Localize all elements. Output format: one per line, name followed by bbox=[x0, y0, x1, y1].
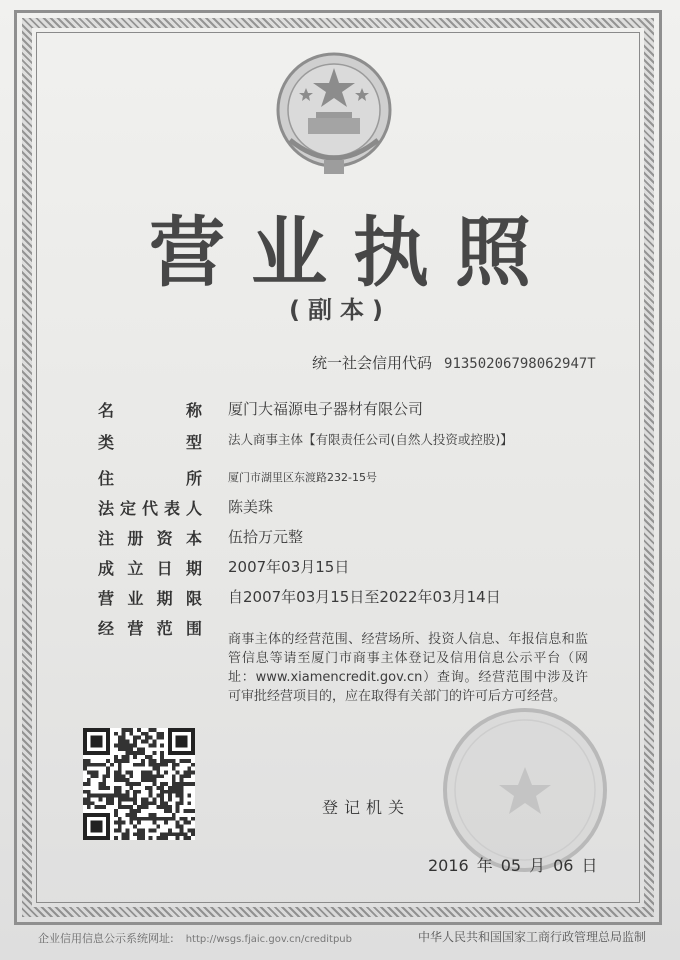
credit-code-value: 91350206798062947T bbox=[444, 356, 596, 372]
issue-month: 05 bbox=[500, 856, 522, 875]
footer-url: http://wsgs.fjaic.gov.cn/creditpub bbox=[185, 934, 352, 945]
document-title: 营业执照 bbox=[149, 208, 557, 297]
qr-code bbox=[83, 728, 195, 840]
footer-label: 企业信用信息公示系统网址: bbox=[38, 932, 174, 945]
issue-date bbox=[424, 853, 601, 876]
field-name bbox=[98, 398, 424, 421]
field-value: 厦门市湖里区东渡路232-15号 bbox=[228, 471, 377, 484]
field-label: 名 称 bbox=[98, 401, 202, 420]
field-value: 法人商事主体【有限责任公司(自然人投资或控股)】 bbox=[228, 432, 513, 447]
official-seal bbox=[440, 705, 610, 875]
footer-system-note bbox=[38, 930, 352, 946]
issue-year: 2016 bbox=[428, 856, 469, 875]
field-legal-rep bbox=[98, 496, 274, 519]
field-label: 经 营 范 围 bbox=[98, 619, 202, 638]
field-term bbox=[98, 586, 501, 609]
business-scope-text: 商事主体的经营范围、经营场所、投资人信息、年报信息和监管信息等请至厦门市商事主体登记及信用信息公示平台（网址：www.xiamencredit.gov.cn）查询。经营范围中涉及许可审批经营项目的，应在取得有关部门的许可后方可经营。 bbox=[228, 632, 588, 704]
field-label: 营 业 期 限 bbox=[98, 589, 202, 608]
credit-code bbox=[312, 352, 596, 373]
issue-day: 06 bbox=[553, 856, 574, 875]
field-label: 类 型 bbox=[98, 433, 202, 452]
month-unit: 月 bbox=[529, 856, 546, 875]
field-scope bbox=[98, 616, 202, 639]
field-address bbox=[98, 466, 377, 489]
field-value: 2007年03月15日 bbox=[228, 558, 350, 576]
day-unit: 日 bbox=[581, 856, 598, 875]
field-value: 自2007年03月15日至2022年03月14日 bbox=[228, 588, 501, 606]
field-established bbox=[98, 556, 350, 579]
field-value: 伍拾万元整 bbox=[228, 528, 304, 546]
field-type bbox=[98, 430, 513, 453]
field-label: 住 所 bbox=[98, 469, 202, 488]
credit-code-label: 统一社会信用代码 bbox=[312, 354, 433, 372]
footer-issuer: 中华人民共和国国家工商行政管理总局监制 bbox=[418, 930, 647, 944]
field-capital bbox=[98, 526, 304, 549]
field-label: 法定代表人 bbox=[98, 499, 202, 518]
field-value: 陈美珠 bbox=[228, 498, 274, 516]
field-label: 注 册 资 本 bbox=[98, 529, 202, 548]
document-subtitle: (副本) bbox=[289, 296, 391, 324]
registration-authority: 登记机关 bbox=[322, 798, 411, 817]
year-unit: 年 bbox=[476, 856, 493, 875]
field-label: 成 立 日 期 bbox=[98, 559, 202, 578]
field-value: 厦门大福源电子器材有限公司 bbox=[228, 400, 424, 418]
national-emblem-icon bbox=[270, 48, 398, 180]
